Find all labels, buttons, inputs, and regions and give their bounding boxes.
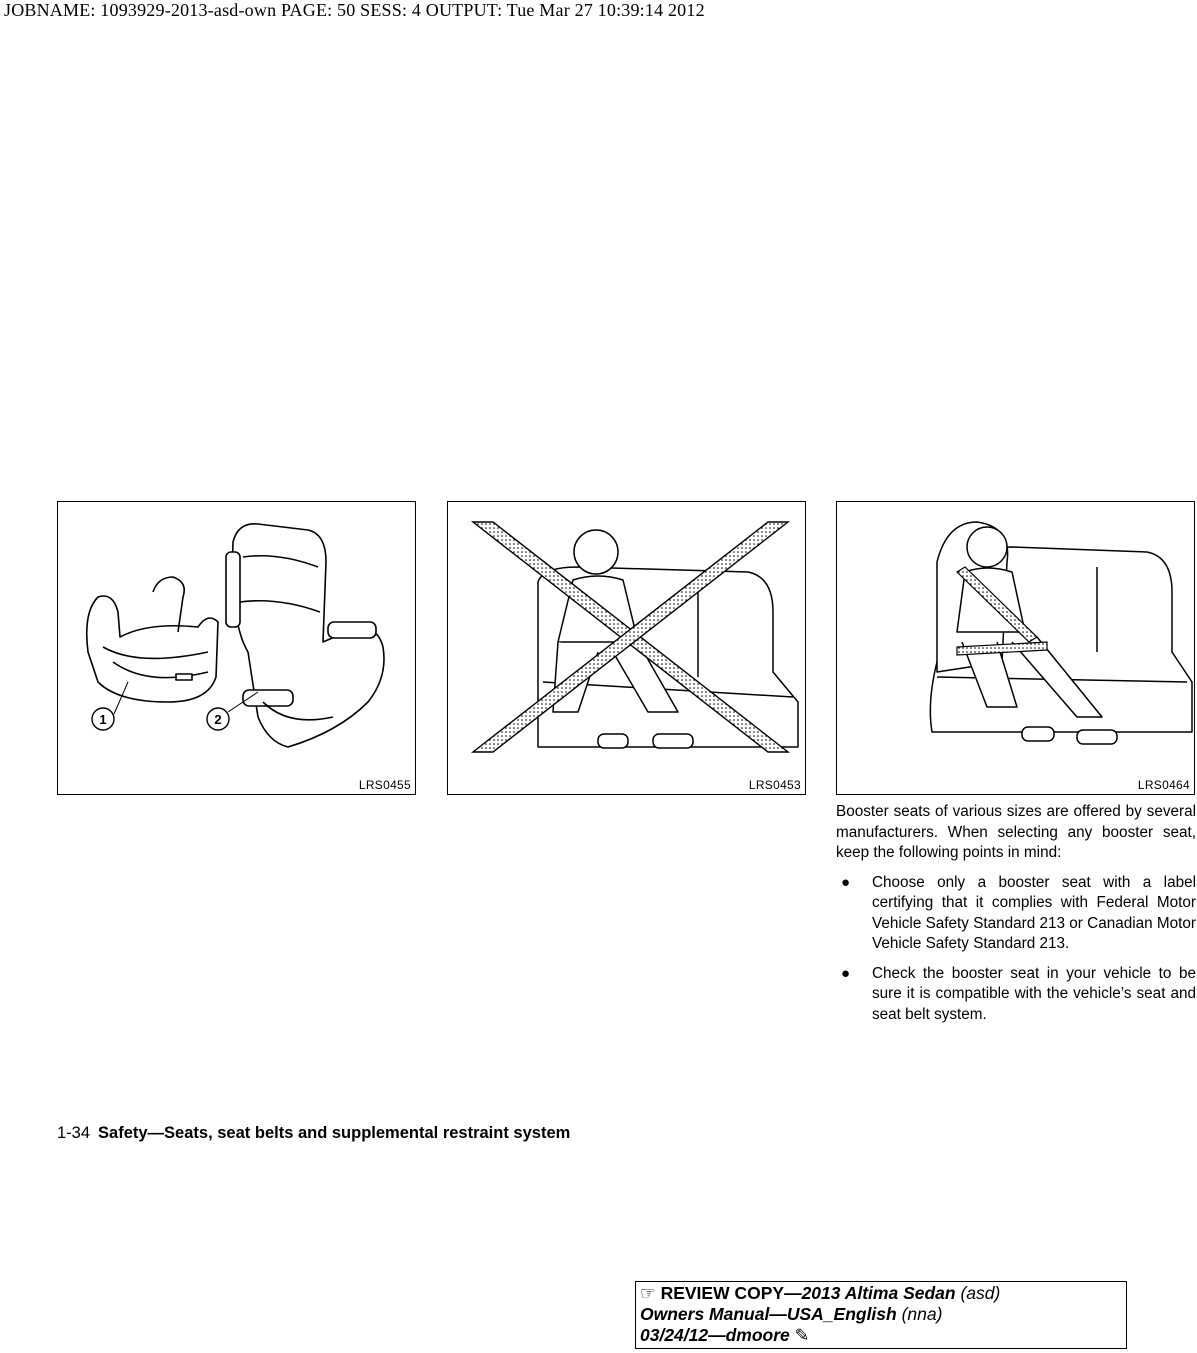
figure-code: LRS0464 [1137,778,1190,792]
review-line-2: Owners Manual—USA_English (nna) [640,1304,943,1324]
figure-code: LRS0453 [748,778,801,792]
figure-correct-belt-use [836,501,1195,795]
booster-seat-guidance [836,802,1196,1034]
figure-code: LRS0455 [358,778,411,792]
list-item-text: Check the booster seat in your vehicle to be sure it is compatible with the vehicle’s seat and seat belt system. [872,964,1196,1023]
svg-text:2: 2 [214,712,222,727]
intro-paragraph: Booster seats of various sizes are offered by several manufacturers. When selecting any booster seat, keep the following points in mind: [836,803,1196,861]
review-line-1: ☞ REVIEW COPY—2013 Altima Sedan (asd) [640,1283,1001,1303]
callout-1 [92,708,114,730]
incorrect-belt-illustration [448,502,806,795]
section-title: Safety—Seats, seat belts and supplemental restraint system [98,1124,571,1142]
page-footer [57,1124,570,1143]
pencil-icon: ✎ [794,1325,810,1345]
svg-text:1: 1 [99,712,107,727]
page-number: 1-34 [57,1124,91,1142]
review-line-3: 03/24/12—dmoore ✎ [640,1325,810,1345]
list-item [836,873,1196,955]
review-copy-stamp [635,1281,1127,1349]
booster-seats-illustration [58,502,416,795]
callout-2 [207,708,229,730]
figure-booster-seats [57,501,416,795]
job-header: JOBNAME: 1093929-2013-asd-own PAGE: 50 SESS: 4 OUTPUT: Tue Mar 27 10:39:14 2012 [4,0,705,20]
list-item [836,964,1196,1026]
figure-incorrect-belt-use [447,501,806,795]
list-item-text: Choose only a booster seat with a label certifying that it complies with Federal Motor Vehicle Safety Standard 213 or Canadian Motor Vehicle Safety Standard 213. [872,873,1196,952]
guidance-list [836,873,1196,1026]
correct-belt-illustration [837,502,1195,795]
pointing-hand-icon: ☞ [640,1283,656,1303]
bullet-icon: ● [841,873,851,891]
bullet-icon: ● [841,964,851,982]
